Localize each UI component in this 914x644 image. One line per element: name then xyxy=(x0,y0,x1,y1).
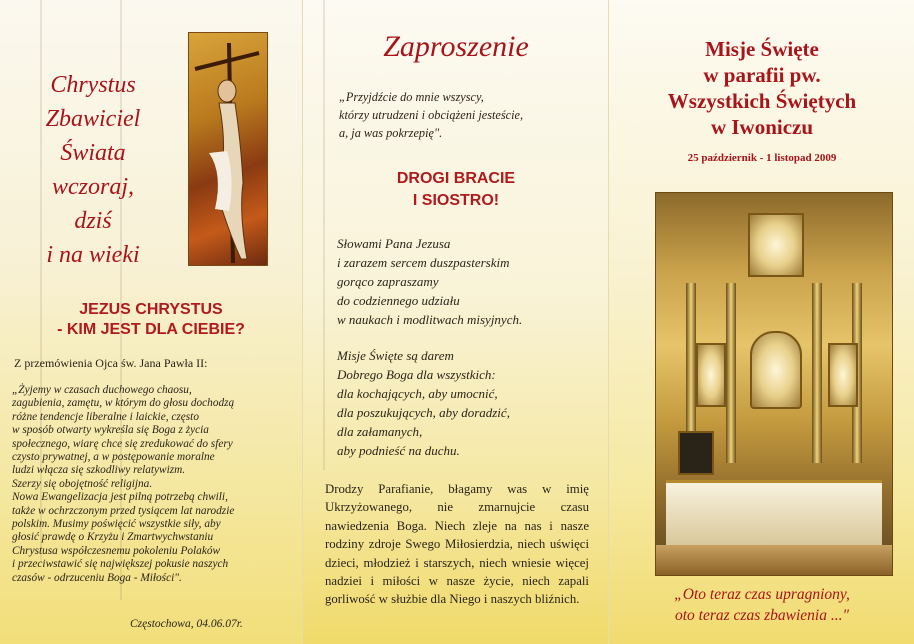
title-line: Wszystkich Świętych xyxy=(667,89,857,113)
appeal-paragraph: Drodzy Parafianie, błagamy was w imię Ukrzyżowanego, nie zmarnujcie czasu nawiedzenia Boga. Niech zleje na nas i nasze rodziny zdroje Swego Miłosierdzia, niech uświęci dzieci, młodzież i starszych, niech wniesie więcej nadziei i miłości w nasze życie, niech zapali gorliwość w służbie dla Niego i naszych bliźnich. xyxy=(325,482,589,607)
verse-line: „Przyjdźcie do mnie wszyscy, xyxy=(339,90,484,104)
quote-line: Szerzy się obojętność religijna. xyxy=(12,477,153,490)
quote-line: Nowa Ewangelizacja jest pilną potrzebą chwili, xyxy=(12,491,228,504)
quote-line: ludzi włącza się szkodliwy relatywizm. xyxy=(12,464,186,477)
quote-line: czasów - odrzuceniu Boga - Miłości". xyxy=(12,571,182,584)
stanza-line: aby podnieść na duchu. xyxy=(337,443,460,458)
stanza-line: Słowami Pana Jezusa xyxy=(337,236,451,251)
altar-column xyxy=(812,283,822,463)
heading-line: JEZUS CHRYSTUS xyxy=(79,301,223,318)
altar-top-painting xyxy=(748,213,804,277)
motto-line: „Oto teraz czas upragniony, xyxy=(674,586,850,603)
quote-line: głosić prawdę o Krzyżu i Zmartwychwstaniu xyxy=(12,531,214,544)
stanza-line: w naukach i modlitwach misyjnych. xyxy=(337,312,523,327)
pope-quote xyxy=(12,384,278,585)
stanza-line: dla poszukujących, aby doradzić, xyxy=(337,405,510,420)
heading-line: DROGI BRACIE xyxy=(396,170,516,187)
right-panel xyxy=(608,0,914,644)
title-line: dziś xyxy=(74,208,112,234)
crucifix-image xyxy=(188,32,268,266)
stanza-line: i zarazem sercem duszpasterskim xyxy=(337,255,510,270)
quote-line: polskim. Musimy poświęcić wszystkie siły, aby xyxy=(12,518,221,531)
title-line: w Iwoniczu xyxy=(710,115,814,139)
title-line: i na wieki xyxy=(46,242,140,268)
altar-statue xyxy=(696,343,726,407)
altar-steps xyxy=(656,545,892,575)
quote-line: także w ochrzczonym przed tysiącem lat narodzie xyxy=(12,504,235,517)
altar-icon-painting xyxy=(678,431,714,475)
middle-panel xyxy=(302,0,609,644)
mission-title xyxy=(609,36,914,140)
title-line: Świata xyxy=(60,140,126,166)
stanza-gift xyxy=(337,346,597,460)
quote-line: różne tendencje liberalne i laickie, często xyxy=(12,410,199,423)
quote-line: czysto prywatnej, a w postępowanie moralne xyxy=(12,451,215,464)
altar-photo xyxy=(655,192,893,576)
altar-madonna xyxy=(750,331,802,409)
title-line: wczoraj, xyxy=(51,174,134,200)
title-line: w parafii pw. xyxy=(703,63,821,87)
altar-table xyxy=(666,480,882,545)
motto-line: oto teraz czas zbawienia ..." xyxy=(675,607,849,624)
motto xyxy=(609,584,914,626)
place-date: Częstochowa, 04.06.07r. xyxy=(130,618,243,630)
altar-column xyxy=(726,283,736,463)
chrystus-title xyxy=(18,68,168,272)
drogi-heading xyxy=(303,168,609,212)
heading-line: - KIM JEST DLA CIEBIE? xyxy=(57,321,245,338)
crucifix-figure xyxy=(189,33,267,265)
quote-line: „Żyjemy w czasach duchowego chaosu, xyxy=(12,384,192,396)
verse-line: a, ja was pokrzepię". xyxy=(339,126,443,140)
quote-line: zagubienia, zamętu, w którym do głosu dochodzą xyxy=(12,397,235,410)
left-panel xyxy=(0,0,302,644)
quote-line: i przeciwstawić się największej pokusie naszych xyxy=(12,558,229,571)
bible-verse xyxy=(339,88,599,142)
title-line: Chrystus xyxy=(50,72,136,98)
stanza-invitation xyxy=(337,234,597,329)
quote-line: Chrystusa współczesnemu pokoleniu Polaków xyxy=(12,544,221,557)
title-line: Zbawiciel xyxy=(45,106,141,132)
title-line: Misje Święte xyxy=(705,37,819,61)
stanza-line: dla załamanych, xyxy=(337,424,423,439)
altar-statue xyxy=(828,343,858,407)
intro-text: Z przemówienia Ojca św. Jana Pawła II: xyxy=(14,356,208,370)
stanza-line: Dobrego Boga dla wszystkich: xyxy=(337,367,496,382)
stanza-line: Misje Święte są darem xyxy=(337,348,454,363)
heading-line: I SIOSTRO! xyxy=(412,192,500,209)
stanza-line: do codziennego udziału xyxy=(337,293,460,308)
quote-line: w sposób otwarty wykreśla się Boga z życia xyxy=(12,424,209,437)
verse-line: którzy utrudzeni i obciążeni jesteście, xyxy=(339,108,524,122)
mission-dates: 25 październik - 1 listopad 2009 xyxy=(687,152,837,164)
stanza-line: gorąco zapraszamy xyxy=(337,274,439,289)
jezus-heading xyxy=(0,300,302,340)
stanza-line: dla kochających, aby umocnić, xyxy=(337,386,498,401)
quote-line: społecznego, wiarę chce się zredukować do sfery xyxy=(12,437,233,450)
tree-shadow xyxy=(323,0,325,470)
zaproszenie-title: Zaproszenie xyxy=(383,30,529,63)
